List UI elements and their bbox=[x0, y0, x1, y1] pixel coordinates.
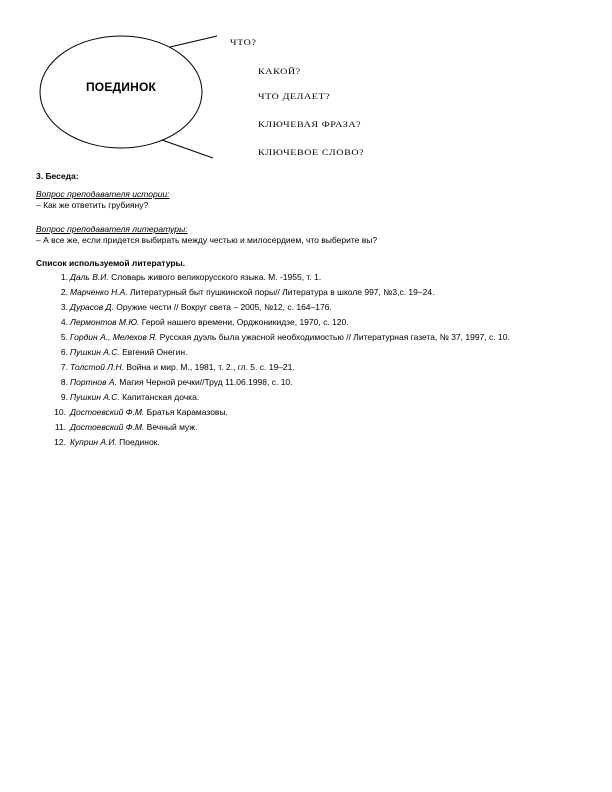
reference-author: Гордин А., Мелехов Я. bbox=[70, 332, 158, 342]
reference-text: Капитанская дочка. bbox=[119, 392, 200, 402]
references-title: Список используемой литературы. bbox=[36, 258, 186, 268]
reference-number: 2. bbox=[60, 287, 68, 297]
connector-line-bottom bbox=[162, 140, 213, 158]
reference-text: Оружие чести // Вокруг света – 2005, №12, с. 164–176. bbox=[113, 302, 332, 312]
reference-item bbox=[36, 347, 548, 358]
reference-author: Даль В.И. bbox=[70, 272, 109, 282]
branch-label: КАКОЙ? bbox=[258, 67, 301, 77]
branch-label: ЧТО ДЕЛАЕТ? bbox=[258, 92, 331, 102]
reference-author: Достоевский Ф.М. bbox=[70, 422, 145, 432]
reference-number: 7. bbox=[60, 362, 68, 372]
reference-number: 8. bbox=[60, 377, 68, 387]
reference-number: 10. bbox=[54, 407, 66, 417]
reference-text: Братья Карамазовы. bbox=[144, 407, 228, 417]
reference-item bbox=[36, 392, 548, 403]
reference-item bbox=[36, 287, 548, 298]
reference-item bbox=[36, 422, 548, 433]
branch-label: КЛЮЧЕВАЯ ФРАЗА? bbox=[258, 120, 362, 130]
reference-text: Война и мир. М., 1981, т. 2., гл. 5. с. 19–21. bbox=[123, 362, 295, 372]
reference-author: Куприн А.И. bbox=[70, 437, 117, 447]
reference-author: Пушкин А.С. bbox=[70, 347, 120, 357]
references-list bbox=[36, 272, 548, 452]
branch-label: ЧТО? bbox=[230, 38, 257, 48]
question-text: – Как же ответить грубияну? bbox=[36, 200, 149, 210]
reference-text: Герой нашего времени, Орджоникидзе, 1970, с. 120. bbox=[139, 317, 349, 327]
reference-author: Пушкин А.С. bbox=[70, 392, 120, 402]
section-title: 3. Беседа: bbox=[36, 171, 79, 181]
reference-number: 6. bbox=[60, 347, 68, 357]
question-label: Вопрос преподавателя литературы: bbox=[36, 224, 188, 234]
reference-item bbox=[36, 377, 548, 388]
reference-author: Достоевский Ф.М. bbox=[70, 407, 145, 417]
question-label: Вопрос преподавателя истории: bbox=[36, 189, 170, 199]
reference-author: Дурасов Д. bbox=[70, 302, 114, 312]
reference-number: 1. bbox=[60, 272, 68, 282]
reference-item bbox=[36, 407, 548, 418]
reference-item bbox=[36, 362, 548, 373]
reference-number: 3. bbox=[60, 302, 68, 312]
reference-item bbox=[36, 302, 548, 313]
reference-number: 9. bbox=[60, 392, 68, 402]
reference-number: 5. bbox=[60, 332, 68, 342]
reference-text: Поединок. bbox=[116, 437, 160, 447]
reference-text: Вечный муж. bbox=[144, 422, 198, 432]
question-block bbox=[36, 224, 576, 246]
reference-item bbox=[36, 332, 548, 343]
branch-label: КЛЮЧЕВОЕ СЛОВО? bbox=[258, 148, 365, 158]
reference-author: Портнов А. bbox=[70, 377, 117, 387]
reference-text: Евгений Онегин. bbox=[119, 347, 188, 357]
question-block bbox=[36, 189, 576, 211]
reference-text: Магия Черной речки//Труд 11.06.1998, с. 10. bbox=[116, 377, 293, 387]
connector-line-top bbox=[170, 36, 217, 47]
reference-item bbox=[36, 437, 548, 448]
reference-text: Словарь живого великорусского языка. М. -1955, т. 1. bbox=[108, 272, 322, 282]
reference-text: Литературный быт пушкинской поры// Литература в школе 997, №3,с. 19–24. bbox=[127, 287, 435, 297]
reference-text: Русская дуэль была ужасной необходимостью // Литературная газета, № 37, 1997, с. 10. bbox=[157, 332, 510, 342]
reference-author: Лермонтов М.Ю. bbox=[70, 317, 140, 327]
center-word: ПОЕДИНОК bbox=[85, 80, 157, 94]
reference-number: 11. bbox=[54, 422, 66, 432]
diagram-shapes bbox=[30, 28, 390, 163]
cluster-diagram bbox=[30, 28, 390, 163]
reference-author: Толстой Л.Н. bbox=[70, 362, 124, 372]
reference-author: Марченко Н.А. bbox=[70, 287, 128, 297]
reference-item bbox=[36, 272, 548, 283]
reference-item bbox=[36, 317, 548, 328]
reference-number: 4. bbox=[60, 317, 68, 327]
reference-number: 12. bbox=[54, 437, 66, 447]
question-text: – А все же, если придется выбирать между честью и милосердием, что выберите вы? bbox=[36, 235, 378, 245]
